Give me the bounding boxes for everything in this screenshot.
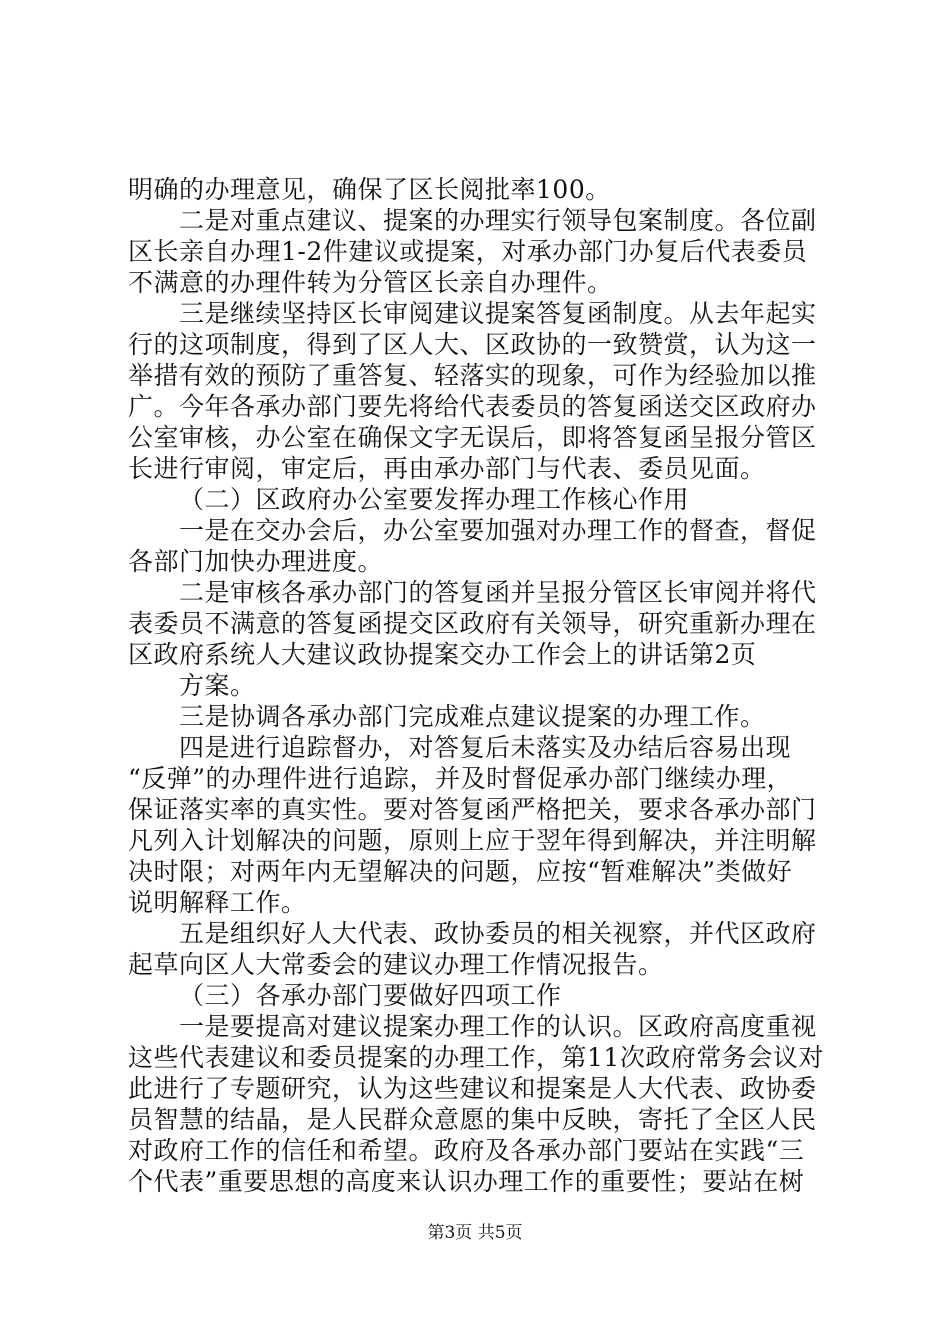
body-line: 各部门加快办理进度。: [128, 547, 384, 576]
body-line: 起草向区人大常委会的建议办理工作情况报告。: [128, 950, 664, 979]
body-line: 公室审核，办公室在确保文字无误后，即将答复函呈报分管区: [128, 423, 817, 452]
body-line: 保证落实率的真实性。要对答复函严格把关，要求各承办部门: [128, 795, 817, 824]
section-heading: （三）各承办部门要做好四项工作: [179, 981, 562, 1010]
body-line: 决时限；对两年内无望解决的问题，应按“暂难解决”类做好: [128, 857, 793, 886]
body-line: 三是继续坚持区长审阅建议提案答复函制度。从去年起实: [179, 299, 817, 328]
body-line: 广。今年各承办部门要先将给代表委员的答复函送交区政府办: [128, 392, 817, 421]
body-line: “反弹”的办理件进行追踪，并及时督促承办部门继续办理，: [128, 764, 793, 793]
section-heading: （二）区政府办公室要发挥办理工作核心作用: [179, 485, 690, 514]
body-line: 方案。: [179, 671, 256, 700]
body-line: 此进行了专题研究，认为这些建议和提案是人大代表、政协委: [128, 1074, 817, 1103]
body-line: 员智慧的结晶，是人民群众意愿的集中反映，寄托了全区人民: [128, 1105, 817, 1134]
body-line: 五是组织好人大代表、政协委员的相关视察，并代区政府: [179, 919, 817, 948]
body-line: 不满意的办理件转为分管区长亲自办理件。: [128, 268, 613, 297]
body-line: 三是协调各承办部门完成难点建议提案的办理工作。: [179, 702, 766, 731]
body-line: 表委员不满意的答复函提交区政府有关领导，研究重新办理在: [128, 609, 817, 638]
body-line: 长进行审阅，审定后，再由承办部门与代表、委员见面。: [128, 454, 766, 483]
body-line: 行的这项制度，得到了区人大、区政协的一致赞赏，认为这一: [128, 330, 817, 359]
body-line: 凡列入计划解决的问题，原则上应于翌年得到解决，并注明解: [128, 826, 817, 855]
body-line: 一是要提高对建议提案办理工作的认识。区政府高度重视: [179, 1012, 817, 1041]
body-line: 四是进行追踪督办，对答复后未落实及办结后容易出现: [179, 733, 792, 762]
body-line: 明确的办理意见，确保了区长阅批率100。: [128, 175, 611, 204]
body-line: 区政府系统人大建议政协提案交办工作会上的讲话第2页: [128, 640, 757, 669]
page-number-footer: 第3页 共5页: [427, 1223, 523, 1243]
body-line: 举措有效的预防了重答复、轻落实的现象，可作为经验加以推: [128, 361, 817, 390]
body-line: 个代表”重要思想的高度来认识办理工作的重要性；要站在树: [128, 1167, 805, 1196]
body-line: 说明解释工作。: [128, 888, 307, 917]
body-line: 对政府工作的信任和希望。政府及各承办部门要站在实践“三: [128, 1136, 805, 1165]
body-line: 这些代表建议和委员提案的办理工作，第11次政府常务会议对: [128, 1043, 824, 1072]
body-line: 区长亲自办理1-2件建议或提案，对承办部门办复后代表委员: [128, 237, 808, 266]
body-line: 二是对重点建议、提案的办理实行领导包案制度。各位副: [179, 206, 817, 235]
body-line: 二是审核各承办部门的答复函并呈报分管区长审阅并将代: [179, 578, 817, 607]
body-line: 一是在交办会后，办公室要加强对办理工作的督查，督促: [179, 516, 817, 545]
